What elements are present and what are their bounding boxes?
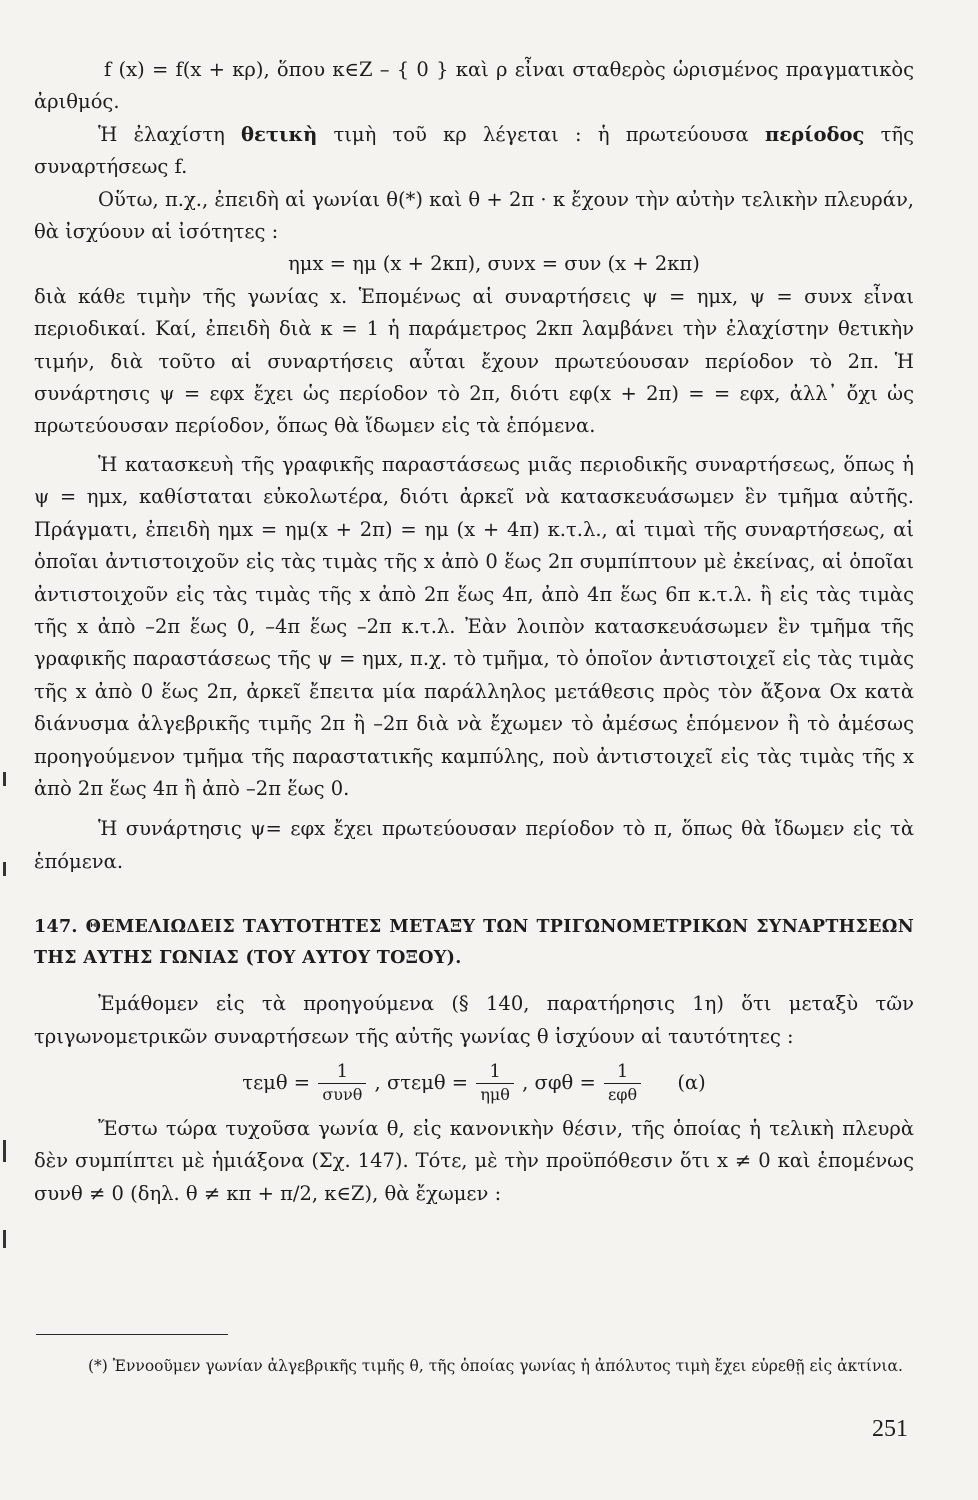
paragraph-periodic-functions: διὰ κάθε τιμὴν τῆς γωνίας x. Ἑπομένως αἱ συναρτήσεις ψ = ημx, ψ = συνx εἶναι περιοδικαί. Καί, ἐπειδὴ διὰ κ = 1 ἡ παράμετρος 2κπ λαμβάνει τὴν ἐλαχίστην θετικὴν τιμήν, διὰ τοῦτο αἱ συναρτήσεις αὗται ἔχουν πρωτεύουσαν περίοδον τὸ 2π. Ἡ συνάρτησις ψ = εφx ἔχει ὡς περίοδον τὸ 2π, διότι εφ(x + 2π) = = εφx, ἀλλ᾽ ὄχι ὡς πρωτεύουσαν περίοδον, ὅπως θὰ ἴδωμεν εἰς τὰ ἑπόμενα. xyxy=(34,284,914,438)
section-heading-147: 147. ΘΕΜΕΛΙΩΔΕΙΣ ΤΑΥΤΟΤΗΤΕΣ ΜΕΤΑΞΥ ΤΩΝ ΤΡΙΓΩΝΟΜΕΤΡΙΚΩΝ ΣΥΝΑΡΤΗΣΕΩΝ ΤΗΣ ΑΥΤΗΣ ΓΩΝΙΑΣ (ΤΟΥ ΑΥΤΟΥ ΤΟΞΟΥ). xyxy=(34,917,914,969)
paragraph-tangent-period: Ἡ συνάρτησις ψ= εφx ἔχει πρωτεύουσαν περίοδον τὸ π, ὅπως θὰ ἴδωμεν εἰς τὰ ἑπόμενα. xyxy=(34,817,914,873)
margin-mark xyxy=(3,772,6,786)
identities-formula xyxy=(34,1053,914,1113)
paragraph-graph-construction: Ἡ κατασκευὴ τῆς γραφικῆς παραστάσεως μιᾶς περιοδικῆς συναρτήσεως, ὅπως ἡ ψ = ημx, καθίσταται εὐκολωτέρα, διότι ἀρκεῖ νὰ κατασκευάσωμεν ἓν τμῆμα αὐτῆς. Πράγματι, ἐπειδὴ ημx = ημ(x + 2π) = ημ (x + 4π) κ.τ.λ., αἱ τιμαὶ τῆς συναρτήσεως, αἱ ὁποῖαι ἀντιστοιχοῦν εἰς τὰς τιμὰς τῆς x ἀπὸ 0 ἕως 2π συμπίπτουν μὲ ἐκείνας, αἱ ὁποῖαι ἀντιστοιχοῦν εἰς τὰς τιμὰς τῆς x ἀπὸ 2π ἕως 4π, ἀπὸ 4π ἕως 6π κ.τ.λ. ἢ εἰς τὰς τιμὰς τῆς x ἀπὸ –2π ἕως 0, –4π ἕως –2π κ.τ.λ. Ἐὰν λοιπὸν κατασκευάσωμεν ἓν τμῆμα τῆς γραφικῆς παραστάσεως τῆς ψ = ημx, π.χ. τὸ τμῆμα, τὸ ὁποῖον ἀντιστοιχεῖ εἰς τὰς τιμὰς τῆς x ἀπὸ 0 ἕως 2π, ἀρκεῖ ἔπειτα μία παράλληλος μετάθεσις πρὸς τὸν ἄξονα Ox κατὰ διάνυσμα ἀλγεβρικῆς τιμῆς 2π ἢ –2π διὰ νὰ ἔχωμεν τὸ ἀμέσως ἑπόμενον ἢ τὸ ἀμέσως προηγούμενον τμῆμα τῆς παραστατικῆς καμπύλης, ποὺ ἀντιστοιχεῖ εἰς τὰς τιμὰς τῆς x ἀπὸ 2π ἕως 4π ἢ ἀπὸ –2π ἕως 0. xyxy=(34,452,914,800)
main-text xyxy=(34,54,914,1210)
fraction-numerator: 1 xyxy=(604,1061,641,1084)
paragraph-periodic-definition: f (x) = f(x + κρ), ὅπου κ∈Z – { 0 } καὶ ρ εἶναι σταθερὸς ὡρισμένος πραγματικὸς ἀριθμός. xyxy=(34,58,914,114)
fraction-numerator: 1 xyxy=(476,1061,514,1084)
page-number: 251 xyxy=(872,1416,908,1442)
fraction-denominator: συνθ xyxy=(322,1084,363,1104)
fraction-denominator: εφθ xyxy=(607,1084,638,1104)
text-segment: Ἡ ἐλαχίστη xyxy=(98,122,225,146)
paragraph-period xyxy=(34,119,914,184)
identity-sec-left: τεμθ = xyxy=(242,1070,311,1094)
margin-mark xyxy=(3,1140,6,1162)
fraction-cot xyxy=(604,1061,641,1106)
fraction-denominator: ημθ xyxy=(480,1084,510,1104)
paragraph-example: Οὕτω, π.χ., ἐπειδὴ αἱ γωνίαι θ(*) καὶ θ + 2π · κ ἔχουν τὴν αὐτὴν τελικὴν πλευράν, θὰ ἰσχύουν αἱ ἰσότητες : xyxy=(34,187,914,244)
footnote: (*) Ἐννοοῦμεν γωνίαν ἀλγεβρικῆς τιμῆς θ, τῆς ὁποίας γωνίας ἡ ἀπόλυτος τιμὴ ἔχει εὑρεθῇ εἰς ἀκτίνια. xyxy=(88,1357,903,1375)
footnote-rule xyxy=(36,1334,228,1335)
fraction-numerator: 1 xyxy=(318,1061,366,1084)
bold-term-period: περίοδος xyxy=(764,122,865,146)
equation-label: (α) xyxy=(677,1070,706,1094)
identity-csc-left: , στεμθ = xyxy=(374,1070,469,1094)
margin-mark xyxy=(3,1230,6,1248)
fraction-csc xyxy=(476,1061,514,1106)
margin-mark xyxy=(3,862,6,876)
equation-sin-cos-periodic: ημx = ημ (x + 2κπ), συνx = συν (x + 2κπ) xyxy=(288,252,700,276)
paragraph-arbitrary-angle: Ἔστω τώρα τυχοῦσα γωνία θ, εἰς κανονικὴν θέσιν, τῆς ὁποίας ἡ τελικὴ πλευρὰ δὲν συμπίπτει μὲ ἡμιάξονα (Σχ. 147). Τότε, μὲ τὴν προϋπόθεσιν ὅτι x ≠ 0 καὶ ἑπομένως συνθ ≠ 0 (δηλ. θ ≠ κπ + π/2, κ∈Z), θὰ ἔχωμεν : xyxy=(34,1116,914,1205)
text-segment: τιμὴ τοῦ κρ λέγεται : ἡ πρωτεύουσα xyxy=(333,122,749,146)
bold-term-positive: θετικὴ xyxy=(241,122,318,146)
fraction-sec xyxy=(318,1061,366,1106)
identity-cot-left: , σφθ = xyxy=(522,1070,596,1094)
paragraph-identities-intro: Ἐμάθομεν εἰς τὰ προηγούμενα (§ 140, παρατήρησις 1η) ὅτι μεταξὺ τῶν τριγωνομετρικῶν συναρτήσεων τῆς αὐτῆς γωνίας θ ἰσχύουν αἱ ταυτότητες : xyxy=(34,992,914,1048)
text-segment: τῆς συναρτήσεως f. xyxy=(34,122,915,179)
